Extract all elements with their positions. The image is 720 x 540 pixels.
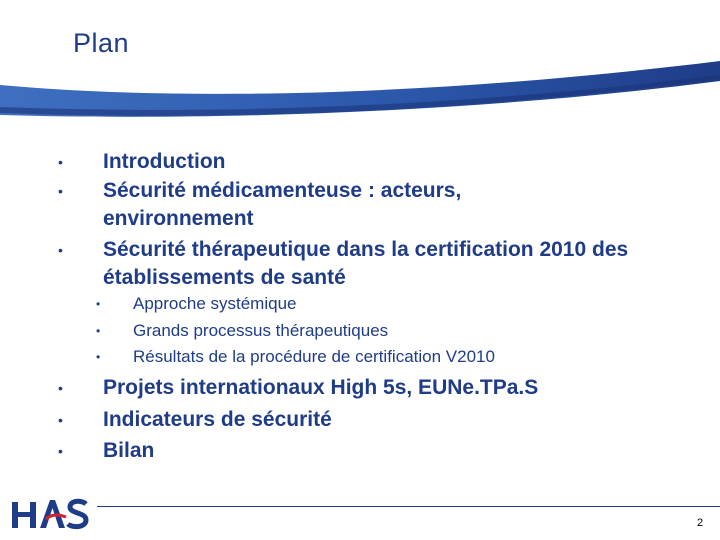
bullet-dot: • — [58, 443, 63, 459]
sub-bullet-text: Résultats de la procédure de certification V2010 — [133, 347, 495, 366]
bullet-dot: • — [58, 242, 63, 258]
slide-title: Plan — [73, 28, 130, 58]
bullet-dot: • — [58, 154, 63, 170]
bullet-dot: • — [58, 380, 63, 396]
bullet-dot: • — [58, 412, 63, 428]
sub-bullet-text: Grands processus thérapeutiques — [133, 321, 389, 340]
bullet-text: Indicateurs de sécurité — [103, 408, 332, 431]
bullet-dot: • — [58, 183, 63, 199]
footer-divider — [97, 506, 720, 507]
bullet-text: Projets internationaux High 5s, EUNe.TPa.S — [103, 376, 539, 399]
bullet-text: Sécurité médicamenteuse : acteurs, environnement — [103, 179, 462, 230]
bullet-text: Sécurité thérapeutique dans la certification 2010 des établissements de santé — [103, 238, 629, 289]
bullet-text: Bilan — [103, 439, 155, 462]
sub-bullet-dot: • — [96, 350, 101, 364]
page-number: 2 — [697, 517, 704, 529]
has-logo — [10, 494, 90, 534]
sub-bullet-dot: • — [96, 297, 101, 311]
bullet-text: Introduction — [103, 150, 226, 173]
sub-bullet-dot: • — [96, 324, 101, 338]
sub-bullet-text: Approche systémique — [133, 294, 297, 313]
